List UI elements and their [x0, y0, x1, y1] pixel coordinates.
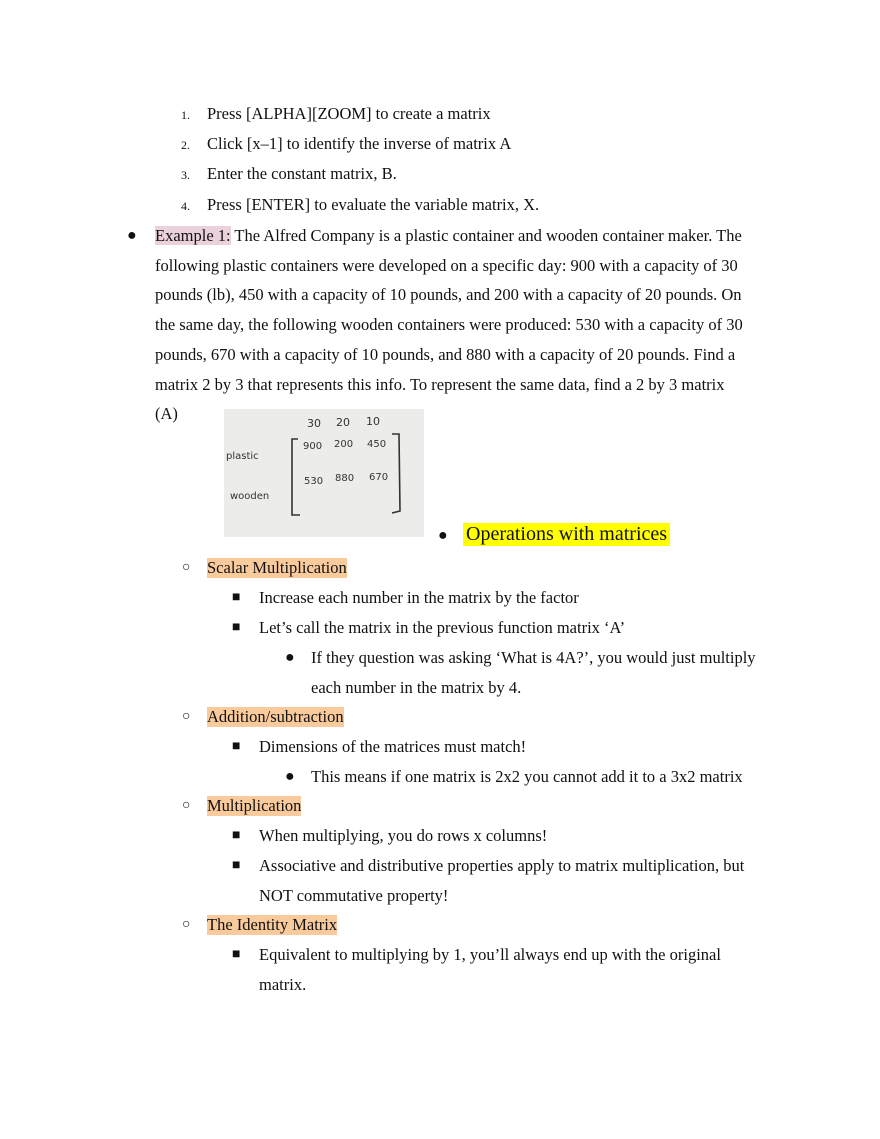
step-text: Press [ENTER] to evaluate the variable matrix, X.: [207, 195, 540, 214]
list-item: Equivalent to multiplying by 1, you’ll always end up with the original: [259, 945, 721, 964]
bullet-icon: ●: [285, 768, 295, 785]
bullet-icon: ●: [127, 227, 137, 244]
circle-bullet-icon: ○: [182, 709, 191, 724]
step-number: 2.: [181, 138, 190, 152]
list-item: When multiplying, you do rows x columns!: [259, 826, 548, 845]
square-bullet-icon: ■: [232, 828, 241, 843]
step-number: 4.: [181, 199, 190, 213]
matrix-col-header: 10: [366, 415, 380, 428]
example-line: matrix 2 by 3 that represents this info. To represent the same data, find a 2 by 3 matrix: [155, 375, 725, 394]
list-item: If they question was asking ‘What is 4A?’, you would just multiply: [311, 648, 756, 667]
matrix-row-label: wooden: [230, 491, 270, 502]
example-paragraph: [155, 226, 742, 246]
step-text: Press [ALPHA][ZOOM] to create a matrix: [207, 104, 491, 123]
matrix-left-bracket: [292, 439, 300, 515]
example-line: The Alfred Company is a plastic container and wooden container maker. The: [230, 226, 742, 245]
example-label: Example 1:: [155, 226, 231, 245]
list-item: Let’s call the matrix in the previous function matrix ‘A’: [259, 618, 626, 637]
section-title-identity: The Identity Matrix: [207, 915, 338, 934]
square-bullet-icon: ■: [232, 590, 241, 605]
square-bullet-icon: ■: [232, 947, 241, 962]
matrix-row-label: plastic: [226, 451, 259, 462]
step-number: 1.: [181, 108, 190, 122]
circle-bullet-icon: ○: [182, 917, 191, 932]
matrix-cell: 880: [335, 473, 355, 484]
example-line: pounds (lb), 450 with a capacity of 10 pounds, and 200 with a capacity of 20 pounds. On: [155, 285, 742, 304]
square-bullet-icon: ■: [232, 620, 241, 635]
list-item: NOT commutative property!: [259, 886, 449, 905]
list-item: Dimensions of the matrices must match!: [259, 737, 527, 756]
square-bullet-icon: ■: [232, 739, 241, 754]
list-item: Increase each number in the matrix by the factor: [259, 588, 579, 607]
list-item: This means if one matrix is 2x2 you cannot add it to a 3x2 matrix: [311, 767, 743, 786]
matrix-photo: [224, 409, 424, 537]
matrix-cell: 450: [367, 439, 387, 450]
section-title-scalar: Scalar Multiplication: [207, 558, 347, 577]
list-item: Associative and distributive properties apply to matrix multiplication, but: [259, 856, 745, 875]
matrix-cell: 670: [369, 472, 389, 483]
example-line: the same day, the following wooden containers were produced: 530 with a capacity of 30: [155, 315, 743, 334]
section-title-addsub: Addition/subtraction: [207, 707, 344, 726]
matrix-cell: 200: [334, 439, 354, 450]
matrix-cell: 530: [304, 476, 324, 487]
step-text: Click [x–1] to identify the inverse of matrix A: [207, 134, 512, 153]
matrix-col-header: 20: [336, 416, 350, 429]
example-line: following plastic containers were developed on a specific day: 900 with a capacity of 30: [155, 256, 738, 275]
circle-bullet-icon: ○: [182, 560, 191, 575]
section-title-multiplication: Multiplication: [207, 796, 302, 815]
operations-heading: Operations with matrices: [463, 523, 670, 546]
example-line: pounds, 670 with a capacity of 10 pounds, and 880 with a capacity of 20 pounds. Find a: [155, 345, 736, 364]
bullet-icon: ●: [285, 649, 295, 666]
example-line: (A): [155, 404, 178, 423]
matrix-cell: 900: [303, 441, 323, 452]
matrix-right-bracket: [392, 434, 400, 513]
step-number: 3.: [181, 168, 190, 182]
list-item: matrix.: [259, 975, 307, 994]
square-bullet-icon: ■: [232, 858, 241, 873]
bullet-icon: ●: [438, 527, 448, 544]
list-item: each number in the matrix by 4.: [311, 678, 522, 697]
matrix-col-header: 30: [307, 417, 321, 430]
circle-bullet-icon: ○: [182, 798, 191, 813]
step-text: Enter the constant matrix, B.: [207, 164, 397, 183]
